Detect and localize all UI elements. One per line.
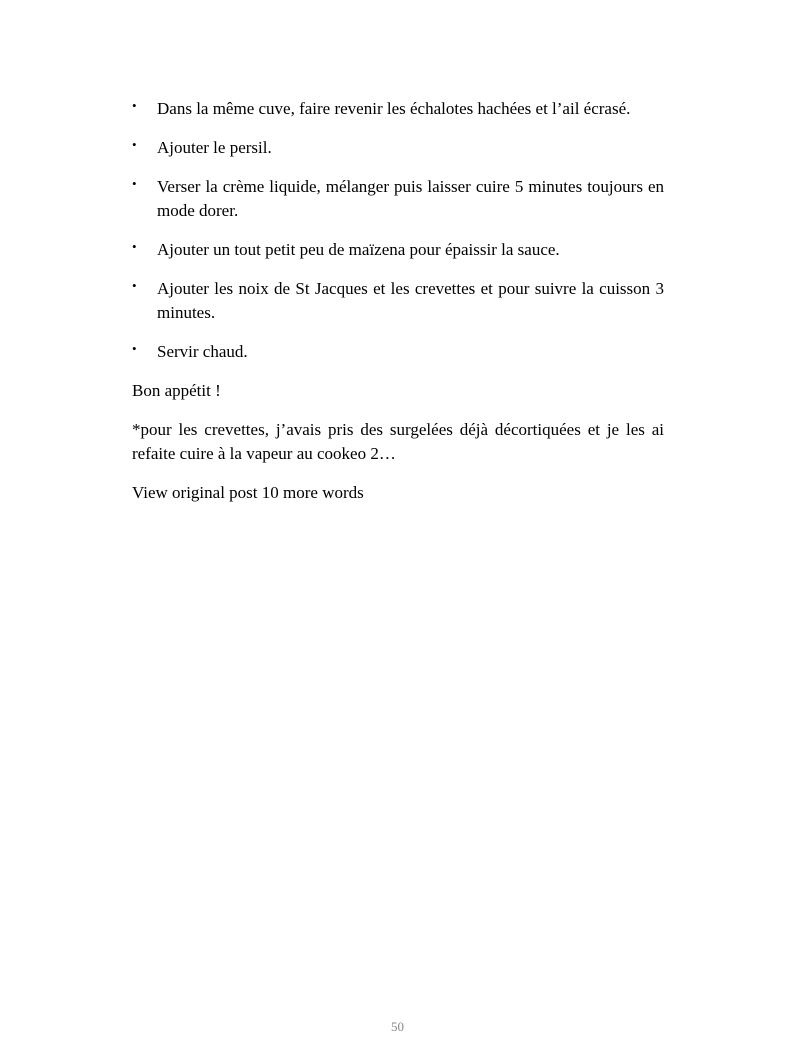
- list-item: [132, 136, 664, 160]
- closing-text: Bon appétit !: [132, 381, 221, 400]
- bullet-icon: •: [132, 278, 137, 293]
- step-text: Verser la crème liquide, mélanger puis laisser cuire 5 minutes toujours en mode dorer.: [157, 177, 664, 220]
- step-text: Ajouter un tout petit peu de maïzena pour épaissir la sauce.: [157, 240, 560, 259]
- step-text: Ajouter le persil.: [157, 138, 272, 157]
- list-item: [132, 175, 664, 223]
- list-item: [132, 97, 664, 121]
- list-item: [132, 277, 664, 325]
- view-original-link[interactable]: View original post 10 more words: [132, 483, 364, 502]
- bullet-icon: •: [132, 176, 137, 191]
- bullet-icon: •: [132, 341, 137, 356]
- list-item: [132, 340, 664, 364]
- bullet-icon: •: [132, 137, 137, 152]
- bullet-icon: •: [132, 98, 137, 113]
- footnote-text: *pour les crevettes, j’avais pris des surgelées déjà décortiquées et je les ai refaite cuire à la vapeur au cookeo 2…: [132, 420, 664, 463]
- step-text: Dans la même cuve, faire revenir les échalotes hachées et l’ail écrasé.: [157, 99, 631, 118]
- bullet-icon: •: [132, 239, 137, 254]
- step-text: Servir chaud.: [157, 342, 248, 361]
- recipe-steps-list: [132, 97, 664, 364]
- page-content: [132, 97, 664, 520]
- list-item: [132, 238, 664, 262]
- step-text: Ajouter les noix de St Jacques et les crevettes et pour suivre la cuisson 3 minutes.: [157, 279, 664, 322]
- page-number: 50: [391, 1019, 404, 1034]
